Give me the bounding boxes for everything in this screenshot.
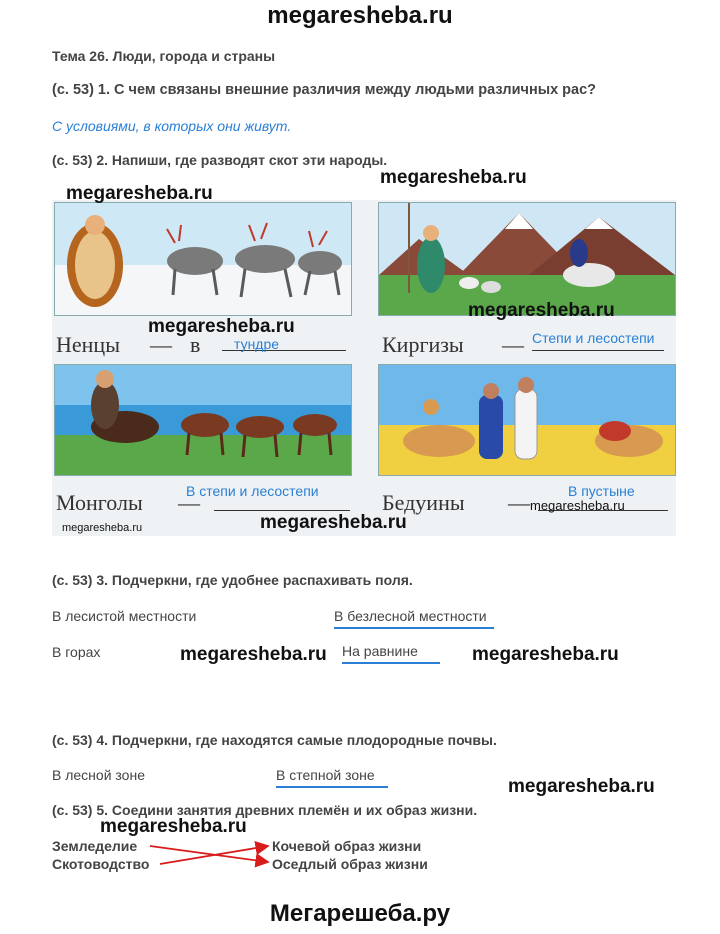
watermark-3: megaresheba.ru bbox=[468, 300, 615, 321]
q5-left-cattle: Скотоводство bbox=[52, 856, 150, 872]
question-3: (с. 53) 3. Подчеркни, где удобнее распахивать поля. bbox=[52, 572, 413, 588]
question-5: (с. 53) 5. Соедини занятия древних племён и их образ жизни. bbox=[52, 802, 478, 818]
mongols-answer: В степи и лесостепи bbox=[186, 483, 319, 499]
q3-option-treeless: В безлесной местности bbox=[334, 608, 494, 629]
question-2: (с. 53) 2. Напиши, где разводят скот эти народы. bbox=[52, 152, 388, 168]
q4-option-steppe-zone: В степной зоне bbox=[276, 767, 388, 788]
watermark-5: megaresheba.ru bbox=[530, 498, 625, 513]
mongols-label: Монголы bbox=[56, 490, 143, 515]
nenets-label: Ненцы bbox=[56, 332, 120, 357]
q3-option-forest: В лесистой местности bbox=[52, 608, 197, 624]
watermark-11: megaresheba.ru bbox=[100, 816, 247, 837]
watermark-7: megaresheba.ru bbox=[260, 512, 407, 533]
watermark-8: megaresheba.ru bbox=[180, 644, 327, 665]
nenets-answer: тундре bbox=[234, 336, 280, 352]
q5-left-farming: Земледелие bbox=[52, 838, 138, 854]
watermark-1: megaresheba.ru bbox=[380, 167, 527, 188]
q3-option-plain: На равнине bbox=[342, 643, 440, 664]
watermark-bottom: Мегарешеба.ру bbox=[269, 900, 451, 927]
q5-right-nomadic: Кочевой образ жизни bbox=[272, 838, 422, 854]
watermark-4: megaresheba.ru bbox=[148, 316, 295, 337]
bedouins-label: Бедуины bbox=[382, 490, 465, 515]
watermark-10: megaresheba.ru bbox=[508, 776, 655, 797]
question-1: (с. 53) 1. С чем связаны внешние различия между людьми различных рас? bbox=[52, 82, 597, 98]
nenets-dash: — bbox=[150, 332, 172, 357]
watermark-top: megaresheba.ru bbox=[267, 2, 453, 29]
q5-right-settled: Оседлый образ жизни bbox=[272, 856, 428, 872]
q3-option-mountains: В горах bbox=[52, 644, 101, 660]
q4-option-forest-zone: В лесной зоне bbox=[52, 767, 145, 783]
question-4: (с. 53) 4. Подчеркни, где находятся самые плодородные почвы. bbox=[52, 732, 497, 748]
watermark-2: megaresheba.ru bbox=[66, 183, 213, 204]
topic-title: Тема 26. Люди, города и страны bbox=[52, 48, 276, 64]
kyrgyz-dash: — bbox=[502, 332, 524, 357]
mongols-dash: — bbox=[178, 490, 200, 515]
nenets-preposition: в bbox=[190, 332, 201, 357]
kyrgyz-answer: Степи и лесостепи bbox=[532, 330, 655, 346]
bedouins-dash: — bbox=[508, 490, 530, 515]
bedouins-answer: В пустыне bbox=[568, 483, 635, 499]
watermark-6: megaresheba.ru bbox=[62, 522, 143, 534]
kyrgyz-label: Киргизы bbox=[382, 332, 464, 357]
watermark-9: megaresheba.ru bbox=[472, 644, 619, 665]
answer-1: С условиями, в которых они живут. bbox=[52, 118, 292, 134]
